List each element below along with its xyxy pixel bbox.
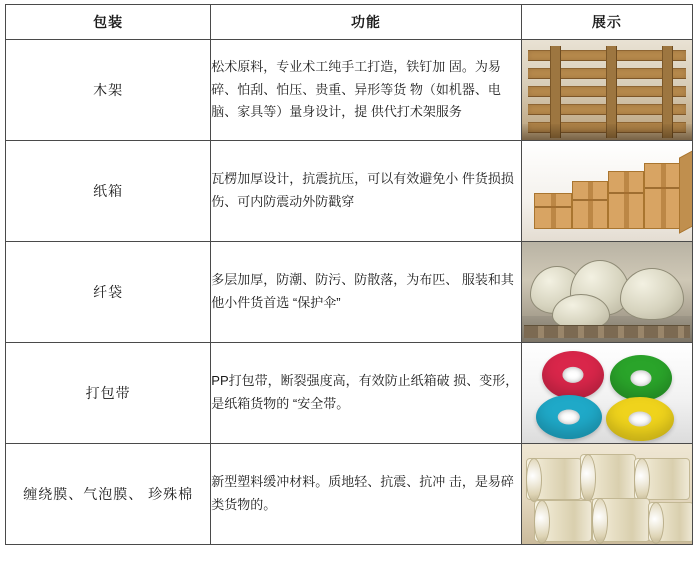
packaging-table [5,4,693,545]
cell-function-text: 瓦楞加厚设计，抗震抗压，可以有效避免小 件货损损伤、可内防震动外防戳穿 [211,141,521,242]
reel-yellow [606,397,674,441]
table-row [6,40,693,141]
cell-display-image [521,141,692,242]
cell-function-text: 松术原料，专业术工纯手工打造，铁钉加 固。为易碎、怕刮、怕压、贵重、异形等货 物（如机器、电脑、家具等）量身设计，提 供代打术架服务 [211,40,521,141]
table-row [6,444,693,545]
reel-red [542,351,604,399]
column-header-function: 功能 [211,5,521,40]
cell-function-text: 多层加厚，防潮、防污、防散落，为布匹、 服装和其他小件货首选 “保护伞” [211,242,521,343]
cell-packaging-name: 木架 [6,40,211,141]
carton-boxes-photo [522,141,692,241]
cell-display-image [521,242,692,343]
cell-display-image [521,40,692,141]
table-body [6,40,693,545]
column-header-display: 展示 [521,5,692,40]
table-row [6,343,693,444]
pallet [524,325,690,338]
table-row [6,141,693,242]
cell-function-text: PP打包带，断裂强度高，有效防止纸箱破 损、变形，是纸箱货物的 “安全带。 [211,343,521,444]
cell-display-image [521,444,692,545]
cell-packaging-name: 打包带 [6,343,211,444]
wooden-crate-photo [522,40,692,140]
table-header-row [6,5,693,40]
column-header-packaging: 包装 [6,5,211,40]
reel-blue [536,395,602,439]
table-header [6,5,693,40]
cell-function-text: 新型塑料缓冲材料。质地轻、抗震、抗冲 击，是易碎类货物的。 [211,444,521,545]
reel-green [610,355,672,401]
cell-packaging-name: 纸箱 [6,141,211,242]
cell-packaging-name: 纤袋 [6,242,211,343]
cell-packaging-name: 缠绕膜、气泡膜、 珍殊棉 [6,444,211,545]
stretch-film-rolls-photo [522,444,692,544]
table-row [6,242,693,343]
crate-shadow [522,124,692,140]
woven-bags-photo [522,242,692,342]
strapping-reels-photo [522,343,692,443]
cell-display-image [521,343,692,444]
